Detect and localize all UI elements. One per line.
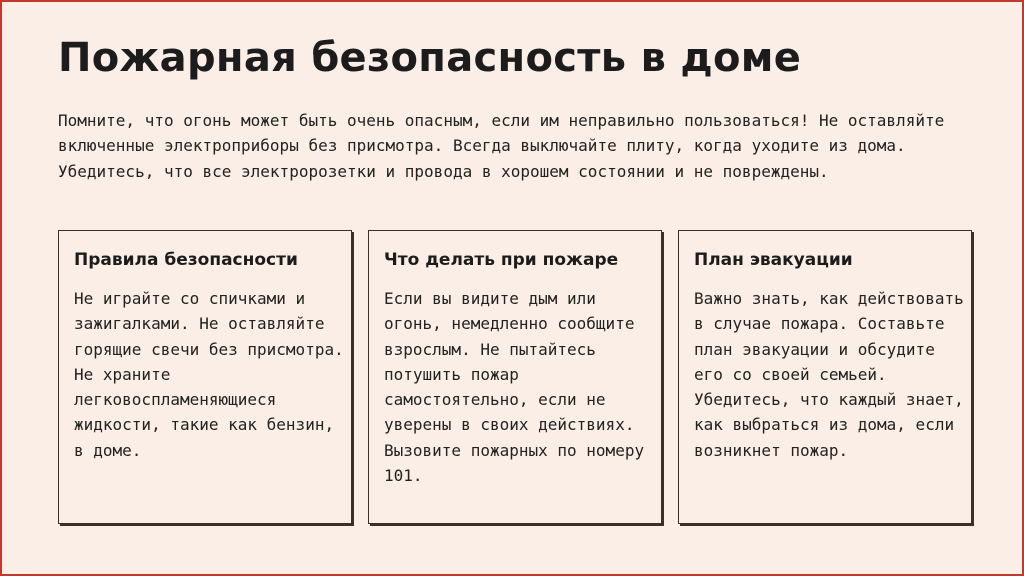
card-what-to-do-in-fire (368, 230, 662, 524)
card-title: План эвакуации (694, 250, 853, 270)
card-evacuation-plan (678, 230, 972, 524)
card-text: Если вы видите дым или огонь, немедленно сообщите взрослым. Не пытайтесь потушить пожар самостоятельно, если не уверены в своих действиях. Вызовите пожарных по номеру 101. (384, 289, 645, 486)
page-title: Пожарная безопасность в доме (58, 35, 802, 81)
card-title: Правила безопасности (74, 250, 298, 270)
card-text: Не играйте со спичками и зажигалками. Не оставляйте горящие свечи без присмотра. Не храните легковоспламеняющиеся жидкости, такие как бензин, в доме. (74, 289, 344, 460)
card-text: Важно знать, как действовать в случае пожара. Составьте план эвакуации и обсудите его со своей семьей. Убедитесь, что каждый знает, как выбраться из дома, если возникнет пожар. (694, 289, 964, 460)
intro-paragraph: Помните, что огонь может быть очень опасным, если им неправильно пользоваться! Не оставляйте включенные электроприборы без присмотра. Всегда выключайте плиту, когда уходите из дома. Убедитесь, что все электророзетки и провода в хорошем состоянии и не повреждены. (58, 111, 945, 181)
card-title: Что делать при пожаре (384, 250, 619, 270)
card-safety-rules (58, 230, 352, 524)
